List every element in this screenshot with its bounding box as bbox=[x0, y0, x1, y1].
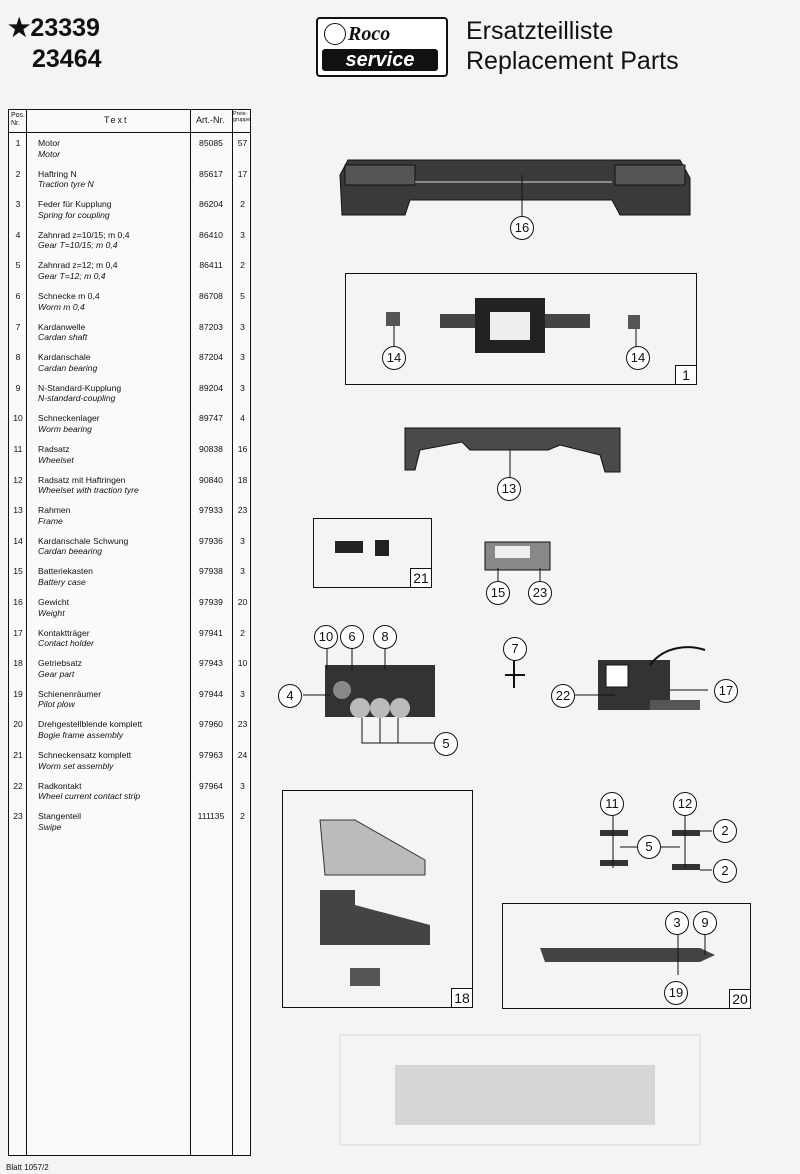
cell-en: Motor bbox=[38, 148, 60, 159]
cell-en: Spring for coupling bbox=[38, 209, 110, 220]
cell-grp: 3 bbox=[240, 321, 245, 332]
cell-pos: 22 bbox=[13, 780, 23, 791]
logo-brand: Roco bbox=[348, 23, 391, 45]
gear-part-frame bbox=[282, 790, 473, 1008]
cell-en: Battery case bbox=[38, 576, 86, 587]
cell-pos: 15 bbox=[13, 566, 23, 577]
cell-art: 97944 bbox=[199, 688, 223, 699]
cell-grp: 18 bbox=[237, 474, 248, 485]
callout-17: 17 bbox=[714, 679, 738, 703]
cell-pos: 1 bbox=[15, 138, 21, 148]
cell-en: Bogie frame assembly bbox=[38, 729, 124, 740]
cell-grp: 17 bbox=[237, 168, 248, 179]
cell-en: Worm bearing bbox=[38, 423, 92, 434]
cell-en: Swipe bbox=[38, 821, 62, 832]
cell-art: 97939 bbox=[199, 597, 223, 607]
header-pos: Pos. Nr. bbox=[11, 112, 26, 127]
cell-art: 89747 bbox=[199, 413, 223, 424]
cell-de: Schienenräumer bbox=[38, 688, 102, 699]
callout-16: 16 bbox=[510, 216, 534, 240]
cell-de: Radsatz mit Haftringen bbox=[38, 474, 126, 485]
cell-en: Cardan shaft bbox=[38, 332, 88, 343]
callout-11: 11 bbox=[600, 792, 624, 816]
cell-pos: 9 bbox=[15, 382, 21, 393]
callout-6: 6 bbox=[340, 625, 364, 649]
cell-pos: 3 bbox=[15, 199, 21, 210]
weight-part-drawing bbox=[340, 160, 690, 215]
cell-grp: 3 bbox=[240, 566, 245, 577]
cell-art: 97963 bbox=[199, 750, 223, 760]
cell-art: 87204 bbox=[199, 352, 223, 363]
cell-art: 86410 bbox=[199, 229, 223, 240]
battery-case-drawing bbox=[485, 542, 550, 570]
cell-en: Wheelset bbox=[38, 454, 74, 465]
cell-en: Cardan bearing bbox=[38, 362, 98, 373]
cell-grp: 2 bbox=[240, 260, 245, 271]
callout-5: 5 bbox=[434, 732, 458, 756]
frame-badge: 20 bbox=[729, 989, 750, 1008]
cell-de: Schneckensatz komplett bbox=[38, 750, 132, 760]
cell-art: 90840 bbox=[199, 474, 223, 485]
cell-de: Kardanwelle bbox=[38, 321, 86, 332]
contact-holder-drawing bbox=[598, 647, 705, 710]
callout-10: 10 bbox=[314, 625, 338, 649]
callout-19: 19 bbox=[664, 981, 688, 1005]
cell-art: 86204 bbox=[199, 199, 223, 210]
cell-en: Worm m 0,4 bbox=[38, 301, 85, 312]
sheet-number: Blatt 1057/2 bbox=[6, 1163, 49, 1172]
cardan-shaft-drawing bbox=[505, 660, 525, 688]
callout-12: 12 bbox=[673, 792, 697, 816]
cell-de: N-Standard-Kupplung bbox=[38, 382, 122, 393]
cell-grp: 2 bbox=[240, 811, 245, 822]
cell-grp: 16 bbox=[237, 444, 248, 454]
cell-de: Gewicht bbox=[38, 597, 70, 607]
header-art: Art.-Nr. bbox=[196, 115, 225, 125]
article-number-2: 23464 bbox=[32, 45, 102, 73]
cell-en: Traction tyre N bbox=[38, 179, 94, 190]
cell-grp: 3 bbox=[240, 535, 245, 546]
cell-art: 87203 bbox=[199, 321, 223, 332]
cell-pos: 12 bbox=[13, 474, 23, 485]
cell-grp: 5 bbox=[240, 291, 245, 301]
cell-pos: 14 bbox=[13, 535, 23, 546]
cell-art: 97941 bbox=[199, 627, 223, 638]
cell-art: 97943 bbox=[199, 658, 223, 669]
cell-en: Wheelset with traction tyre bbox=[38, 485, 139, 496]
cell-art: 85617 bbox=[199, 168, 223, 179]
cell-pos: 6 bbox=[15, 291, 21, 301]
callout-14: 14 bbox=[382, 346, 406, 370]
cell-pos: 18 bbox=[13, 658, 23, 669]
worm-set-frame bbox=[313, 518, 432, 588]
cell-art: 89204 bbox=[199, 382, 223, 393]
cell-pos: 17 bbox=[13, 627, 23, 638]
cell-art: 111135 bbox=[197, 811, 225, 822]
cell-grp: 2 bbox=[240, 199, 245, 210]
frame-badge: 1 bbox=[675, 365, 696, 384]
frame-drawing bbox=[405, 428, 620, 472]
cell-grp: 57 bbox=[237, 138, 248, 148]
cell-en: N-standard-coupling bbox=[38, 393, 116, 404]
cell-pos: 4 bbox=[15, 229, 21, 240]
cell-de: Kardanschale bbox=[38, 352, 91, 363]
gear-assembly-drawing bbox=[325, 665, 435, 718]
callout-2: 2 bbox=[713, 859, 737, 883]
cell-grp: 2 bbox=[240, 627, 245, 638]
cell-de: Kontaktträger bbox=[38, 627, 90, 638]
cell-art: 97936 bbox=[199, 535, 223, 546]
article-number-1: ★23339 bbox=[8, 14, 100, 42]
cell-en: Frame bbox=[38, 515, 63, 526]
cell-en: Gear part bbox=[38, 668, 75, 679]
cell-grp: 24 bbox=[237, 750, 248, 760]
cell-de: Radkontakt bbox=[38, 780, 82, 791]
cell-grp: 4 bbox=[240, 413, 245, 424]
callout-13: 13 bbox=[497, 477, 521, 501]
title-german: Ersatzteilliste bbox=[466, 17, 614, 45]
cell-grp: 23 bbox=[237, 719, 248, 730]
cell-de: Stangenteil bbox=[38, 811, 82, 822]
cell-en: Cardan beearing bbox=[38, 546, 103, 557]
cell-pos: 21 bbox=[13, 750, 23, 760]
cell-grp: 3 bbox=[240, 352, 245, 363]
cell-art: 85085 bbox=[199, 138, 223, 148]
callout-14: 14 bbox=[626, 346, 650, 370]
frame-badge: 18 bbox=[451, 988, 472, 1007]
cell-en: Wheel current contact strip bbox=[38, 791, 141, 802]
callout-8: 8 bbox=[373, 625, 397, 649]
cell-art: 97938 bbox=[199, 566, 223, 577]
cell-en: Pilot plow bbox=[38, 699, 75, 710]
cell-de: Zahnrad z=10/15; m 0,4 bbox=[38, 229, 130, 240]
callout-3: 3 bbox=[665, 911, 689, 935]
callout-23: 23 bbox=[528, 581, 552, 605]
callout-5: 5 bbox=[637, 835, 661, 859]
cell-de: Rahmen bbox=[38, 505, 71, 516]
cell-pos: 16 bbox=[13, 597, 23, 607]
cell-art: 97933 bbox=[199, 505, 223, 516]
cell-pos: 20 bbox=[13, 719, 23, 730]
callout-4: 4 bbox=[278, 684, 302, 708]
cell-de: Feder für Kupplung bbox=[38, 199, 112, 210]
cell-art: 86708 bbox=[199, 291, 223, 301]
cell-en: Weight bbox=[38, 607, 65, 618]
cell-de: Zahnrad z=12; m 0,4 bbox=[38, 260, 118, 271]
cell-grp: 3 bbox=[240, 780, 245, 791]
cell-de: Schneckenlager bbox=[38, 413, 100, 424]
title-english: Replacement Parts bbox=[466, 47, 679, 75]
cell-de: Drehgestellblende komplett bbox=[38, 719, 143, 730]
cell-grp: 3 bbox=[240, 688, 245, 699]
callout-22: 22 bbox=[551, 684, 575, 708]
callout-9: 9 bbox=[693, 911, 717, 935]
cell-grp: 23 bbox=[237, 505, 248, 516]
cell-de: Kardanschale Schwung bbox=[38, 535, 129, 546]
cell-en: Worm set assembly bbox=[38, 760, 114, 771]
cell-art: 97960 bbox=[199, 719, 223, 730]
cell-pos: 11 bbox=[13, 444, 23, 454]
cell-art: 90838 bbox=[199, 444, 223, 454]
cell-grp: 3 bbox=[240, 229, 245, 240]
cell-de: Motor bbox=[38, 138, 60, 148]
cell-grp: 3 bbox=[240, 382, 245, 393]
cell-pos: 10 bbox=[13, 413, 23, 424]
cell-pos: 13 bbox=[13, 505, 23, 516]
cell-pos: 23 bbox=[13, 811, 23, 822]
cell-de: Haftring N bbox=[38, 168, 77, 179]
cell-grp: 20 bbox=[237, 597, 248, 607]
cell-pos: 19 bbox=[13, 688, 23, 699]
cell-pos: 5 bbox=[15, 260, 21, 271]
cell-art: 97964 bbox=[199, 780, 223, 791]
frame-badge: 21 bbox=[410, 568, 431, 587]
cell-pos: 7 bbox=[15, 321, 21, 332]
cell-grp: 10 bbox=[237, 658, 248, 669]
cell-en: Gear T=10/15; m 0,4 bbox=[38, 240, 118, 251]
callout-15: 15 bbox=[486, 581, 510, 605]
cell-en: Contact holder bbox=[38, 638, 94, 649]
cell-art: 86411 bbox=[199, 260, 223, 271]
logo-service: service bbox=[322, 49, 438, 71]
cell-de: Schnecke m 0,4 bbox=[38, 291, 100, 301]
cell-pos: 8 bbox=[15, 352, 21, 363]
callout-7: 7 bbox=[503, 637, 527, 661]
cell-pos: 2 bbox=[15, 168, 21, 179]
faded-background-drawing bbox=[340, 1035, 700, 1145]
cell-de: Radsatz bbox=[38, 444, 70, 454]
callout-2: 2 bbox=[713, 819, 737, 843]
cell-de: Batteriekasten bbox=[38, 566, 93, 577]
cell-en: Gear T=12; m 0,4 bbox=[38, 270, 106, 281]
cell-de: Getriebsatz bbox=[38, 658, 82, 669]
header-text: Text bbox=[104, 115, 129, 125]
header-group: Preis-gruppe bbox=[233, 111, 251, 123]
